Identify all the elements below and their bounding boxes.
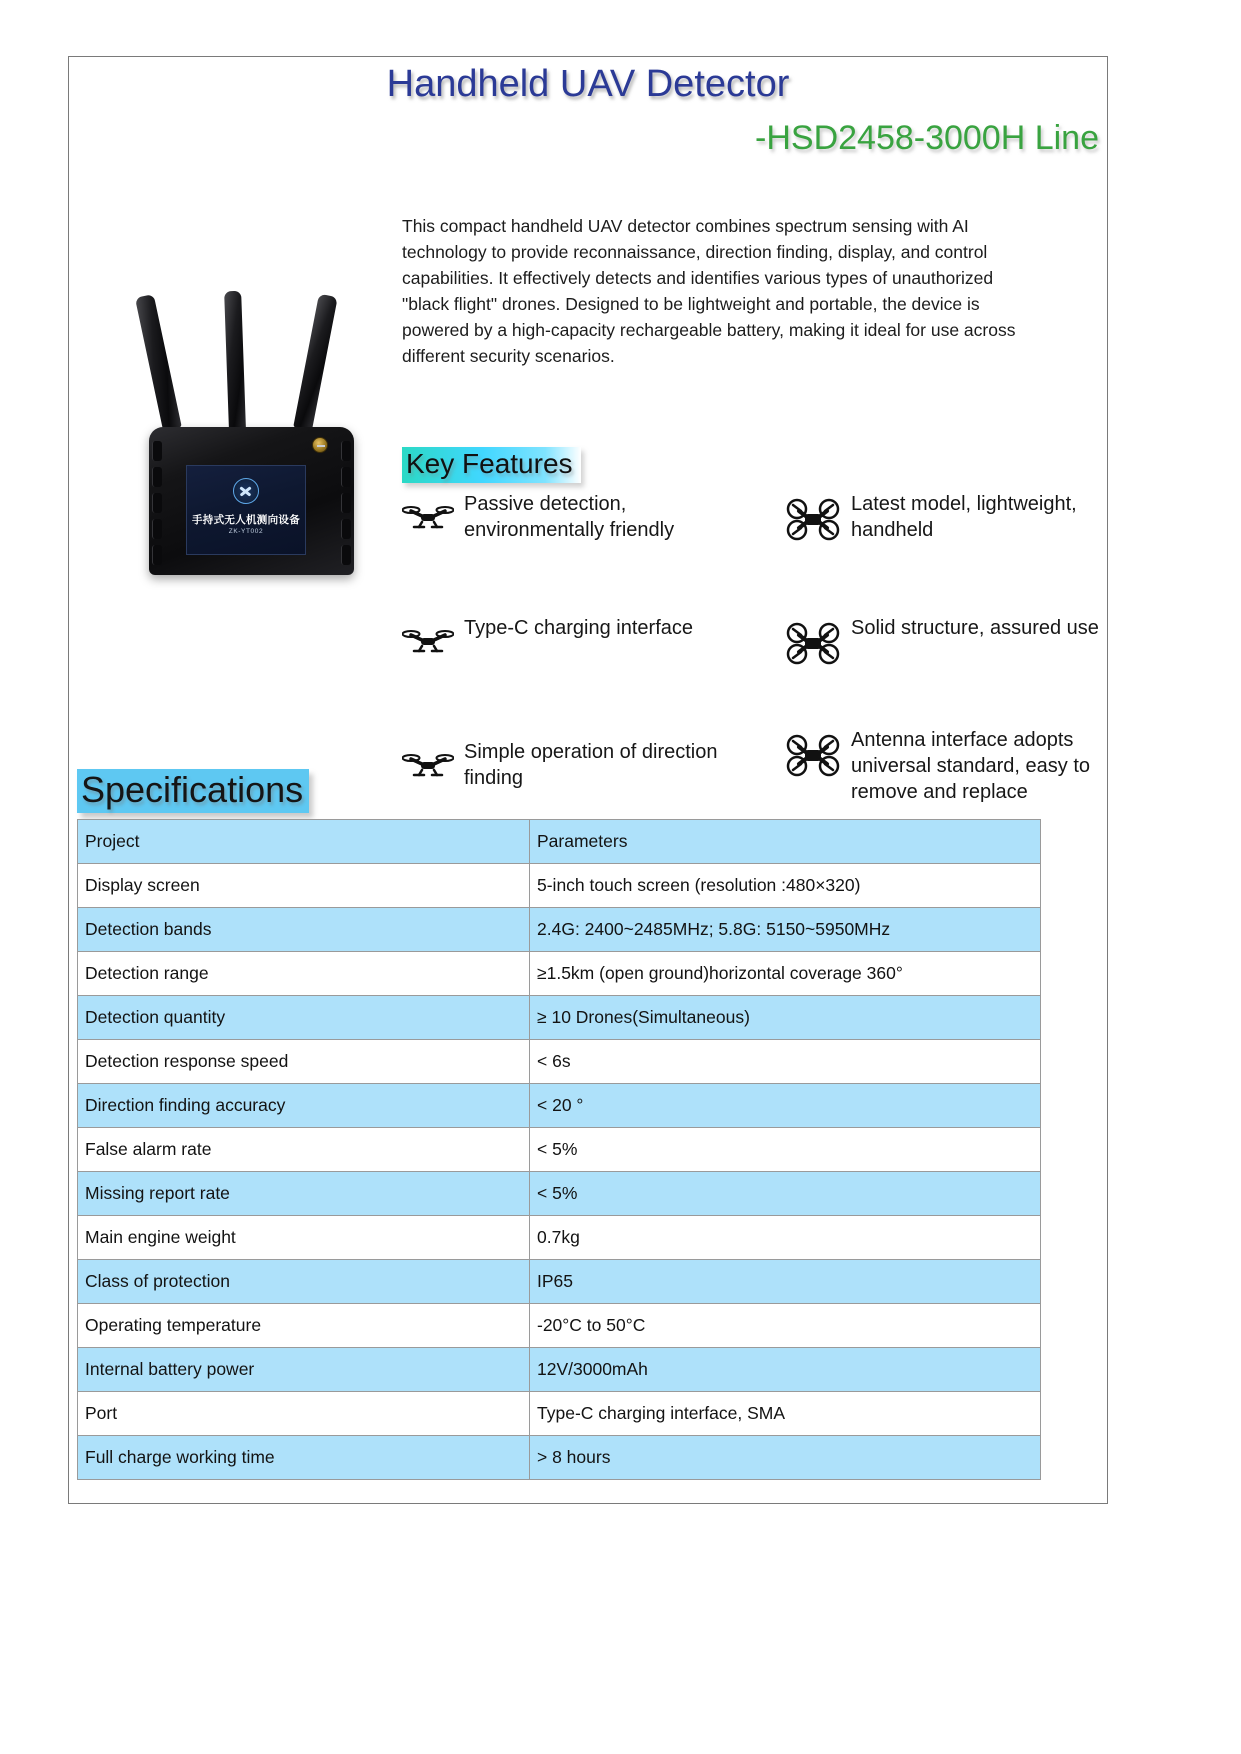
page-title: Handheld UAV Detector (386, 63, 790, 105)
feature-item (785, 727, 1105, 805)
feature-item (402, 739, 722, 791)
feature-item (402, 491, 722, 543)
spec-parameter-cell: 12V/3000mAh (530, 1348, 1041, 1392)
product-description: This compact handheld UAV detector combines spectrum sensing with AI technology to provide reconnaissance, direction finding, display, and control capabilities. It effectively detects and identifies various types of unauthorized "black flight" drones. Designed to be lightweight and portable, the device is powered by a high-capacity rechargeable battery, making it ideal for use across different security scenarios. (402, 216, 1016, 366)
grip-ridge (341, 467, 351, 487)
feature-label: Passive detection, environmentally friendly (464, 493, 675, 541)
datasheet-page (68, 56, 1108, 1504)
drone-icon (785, 733, 841, 782)
table-row (78, 864, 1041, 908)
feature-label: Solid structure, assured use (851, 617, 1099, 639)
page-subtitle: -HSD2458-3000H Line (755, 119, 1099, 157)
drone-logo-icon (233, 478, 259, 504)
table-row (78, 1128, 1041, 1172)
specifications-table (77, 819, 1041, 1480)
device-body (149, 427, 354, 575)
spec-parameter-cell: < 5% (530, 1128, 1041, 1172)
grip-ridge (152, 467, 162, 487)
spec-project-cell: Detection response speed (78, 1040, 530, 1084)
table-header-row (78, 820, 1041, 864)
grip-ridge (341, 493, 351, 513)
feature-label: Type-C charging interface (464, 617, 694, 639)
table-row (78, 1172, 1041, 1216)
antenna-center-icon (224, 291, 246, 432)
spec-parameter-cell: > 8 hours (530, 1436, 1041, 1480)
device-screen (186, 465, 306, 555)
table-row (78, 1348, 1041, 1392)
drone-icon (785, 621, 841, 670)
spec-parameter-cell: 5-inch touch screen (resolution :480×320) (530, 864, 1041, 908)
spec-parameter-cell: 0.7kg (530, 1216, 1041, 1260)
device-image (141, 285, 391, 575)
spec-project-cell: Display screen (78, 864, 530, 908)
spec-project-cell: Operating temperature (78, 1304, 530, 1348)
table-row (78, 952, 1041, 996)
spec-parameter-cell: < 5% (530, 1172, 1041, 1216)
spec-project-cell: Full charge working time (78, 1436, 530, 1480)
spec-parameter-cell: ≥ 10 Drones(Simultaneous) (530, 996, 1041, 1040)
antenna-left-icon (135, 294, 182, 431)
antenna-connector-icon (312, 437, 328, 453)
column-header: Parameters (530, 820, 1041, 864)
table-row (78, 1040, 1041, 1084)
drone-icon (402, 621, 454, 658)
drone-icon (402, 497, 454, 534)
device-screen-model: ZK-YT002 (228, 528, 264, 535)
feature-label: Antenna interface adopts universal standard, easy to remove and replace (851, 729, 1091, 803)
feature-item (402, 615, 722, 658)
table-row (78, 1436, 1041, 1480)
spec-project-cell: Detection range (78, 952, 530, 996)
device-screen-title: 手持式无人机测向设备 (192, 514, 300, 526)
spec-parameter-cell: Type-C charging interface, SMA (530, 1392, 1041, 1436)
key-features-heading: Key Features (402, 447, 581, 483)
drone-icon (785, 497, 841, 546)
table-row (78, 996, 1041, 1040)
spec-project-cell: Port (78, 1392, 530, 1436)
feature-item (785, 491, 1105, 546)
table-row (78, 908, 1041, 952)
spec-project-cell: Class of protection (78, 1260, 530, 1304)
spec-parameter-cell: -20°C to 50°C (530, 1304, 1041, 1348)
feature-item (785, 615, 1105, 670)
spec-project-cell: Missing report rate (78, 1172, 530, 1216)
spec-project-cell: Direction finding accuracy (78, 1084, 530, 1128)
feature-label: Simple operation of direction finding (464, 741, 718, 789)
table-row (78, 1260, 1041, 1304)
product-overview-section (69, 165, 1107, 805)
spec-project-cell: False alarm rate (78, 1128, 530, 1172)
spec-parameter-cell: < 6s (530, 1040, 1041, 1084)
feature-label: Latest model, lightweight, handheld (851, 493, 1077, 541)
specifications-heading: Specifications (77, 769, 309, 813)
spec-project-cell: Detection bands (78, 908, 530, 952)
grip-ridge (152, 545, 162, 565)
table-row (78, 1392, 1041, 1436)
grip-ridge (152, 441, 162, 461)
spec-project-cell: Detection quantity (78, 996, 530, 1040)
column-header: Project (78, 820, 530, 864)
spec-project-cell: Internal battery power (78, 1348, 530, 1392)
page-header (69, 57, 1107, 165)
drone-icon (402, 745, 454, 782)
grip-ridge (341, 545, 351, 565)
table-row (78, 1216, 1041, 1260)
spec-parameter-cell: 2.4G: 2400~2485MHz; 5.8G: 5150~5950MHz (530, 908, 1041, 952)
table-row (78, 1304, 1041, 1348)
spec-parameter-cell: IP65 (530, 1260, 1041, 1304)
spec-parameter-cell: < 20 ° (530, 1084, 1041, 1128)
table-row (78, 1084, 1041, 1128)
grip-ridge (341, 441, 351, 461)
spec-project-cell: Main engine weight (78, 1216, 530, 1260)
antenna-right-icon (293, 294, 338, 431)
grip-ridge (341, 519, 351, 539)
grip-ridge (152, 493, 162, 513)
grip-ridge (152, 519, 162, 539)
spec-parameter-cell: ≥1.5km (open ground)horizontal coverage 360° (530, 952, 1041, 996)
